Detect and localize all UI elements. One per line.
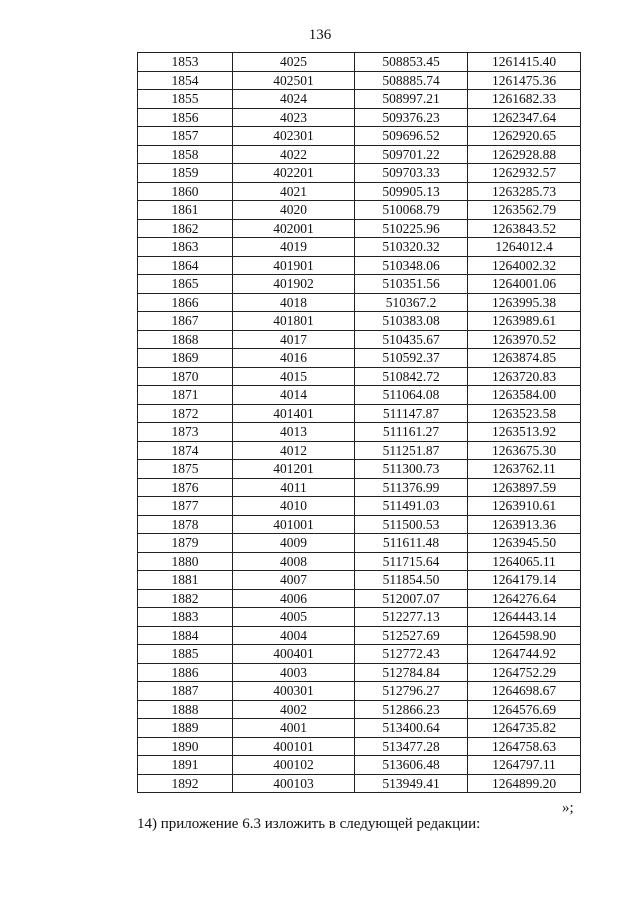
- point-number-cell: 1884: [138, 626, 233, 645]
- point-id-cell: 4004: [233, 626, 355, 645]
- x-coordinate-cell: 508997.21: [355, 90, 468, 109]
- y-coordinate-cell: 1263945.50: [468, 534, 581, 553]
- x-coordinate-cell: 511300.73: [355, 460, 468, 479]
- x-coordinate-cell: 512007.07: [355, 589, 468, 608]
- point-number-cell: 1875: [138, 460, 233, 479]
- point-id-cell: 4021: [233, 182, 355, 201]
- x-coordinate-cell: 510435.67: [355, 330, 468, 349]
- point-number-cell: 1873: [138, 423, 233, 442]
- table-row: [138, 700, 581, 719]
- point-number-cell: 1863: [138, 238, 233, 257]
- y-coordinate-cell: 1264179.14: [468, 571, 581, 590]
- y-coordinate-cell: 1264012.4: [468, 238, 581, 257]
- x-coordinate-cell: 510320.32: [355, 238, 468, 257]
- point-id-cell: 4017: [233, 330, 355, 349]
- table-row: [138, 478, 581, 497]
- x-coordinate-cell: 508885.74: [355, 71, 468, 90]
- y-coordinate-cell: 1263897.59: [468, 478, 581, 497]
- table-row: [138, 71, 581, 90]
- point-number-cell: 1874: [138, 441, 233, 460]
- y-coordinate-cell: 1264698.67: [468, 682, 581, 701]
- y-coordinate-cell: 1263970.52: [468, 330, 581, 349]
- y-coordinate-cell: 1263989.61: [468, 312, 581, 331]
- point-id-cell: 400301: [233, 682, 355, 701]
- point-id-cell: 4014: [233, 386, 355, 405]
- point-id-cell: 4018: [233, 293, 355, 312]
- point-id-cell: 402001: [233, 219, 355, 238]
- y-coordinate-cell: 1264758.63: [468, 737, 581, 756]
- x-coordinate-cell: 510068.79: [355, 201, 468, 220]
- table-row: [138, 423, 581, 442]
- y-coordinate-cell: 1264735.82: [468, 719, 581, 738]
- table-row: [138, 127, 581, 146]
- point-number-cell: 1865: [138, 275, 233, 294]
- point-number-cell: 1862: [138, 219, 233, 238]
- table-row: [138, 312, 581, 331]
- y-coordinate-cell: 1263913.36: [468, 515, 581, 534]
- x-coordinate-cell: 509905.13: [355, 182, 468, 201]
- table-row: [138, 293, 581, 312]
- table-row: [138, 53, 581, 72]
- x-coordinate-cell: 511715.64: [355, 552, 468, 571]
- table-row: [138, 256, 581, 275]
- closing-quote: »;: [562, 800, 574, 816]
- y-coordinate-cell: 1263762.11: [468, 460, 581, 479]
- y-coordinate-cell: 1262920.65: [468, 127, 581, 146]
- point-number-cell: 1883: [138, 608, 233, 627]
- table-row: [138, 386, 581, 405]
- point-id-cell: 4005: [233, 608, 355, 627]
- y-coordinate-cell: 1261682.33: [468, 90, 581, 109]
- point-id-cell: 4001: [233, 719, 355, 738]
- table-row: [138, 108, 581, 127]
- y-coordinate-cell: 1263513.92: [468, 423, 581, 442]
- point-number-cell: 1879: [138, 534, 233, 553]
- point-number-cell: 1860: [138, 182, 233, 201]
- point-id-cell: 4006: [233, 589, 355, 608]
- table-row: [138, 589, 581, 608]
- table-row: [138, 330, 581, 349]
- y-coordinate-cell: 1264752.29: [468, 663, 581, 682]
- table-row: [138, 515, 581, 534]
- table-row: [138, 682, 581, 701]
- x-coordinate-cell: 510383.08: [355, 312, 468, 331]
- x-coordinate-cell: 510348.06: [355, 256, 468, 275]
- point-id-cell: 400102: [233, 756, 355, 775]
- coordinates-table: [137, 52, 581, 793]
- point-id-cell: 4007: [233, 571, 355, 590]
- x-coordinate-cell: 510842.72: [355, 367, 468, 386]
- y-coordinate-cell: 1264576.69: [468, 700, 581, 719]
- point-number-cell: 1868: [138, 330, 233, 349]
- y-coordinate-cell: 1262928.88: [468, 145, 581, 164]
- point-id-cell: 400103: [233, 774, 355, 793]
- point-number-cell: 1871: [138, 386, 233, 405]
- point-number-cell: 1856: [138, 108, 233, 127]
- table-row: [138, 608, 581, 627]
- point-number-cell: 1867: [138, 312, 233, 331]
- point-id-cell: 4002: [233, 700, 355, 719]
- y-coordinate-cell: 1264598.90: [468, 626, 581, 645]
- point-number-cell: 1876: [138, 478, 233, 497]
- instruction-text: 14) приложение 6.3 изложить в следующей редакции:: [137, 816, 481, 832]
- point-id-cell: 4020: [233, 201, 355, 220]
- table-row: [138, 182, 581, 201]
- y-coordinate-cell: 1262347.64: [468, 108, 581, 127]
- point-number-cell: 1869: [138, 349, 233, 368]
- point-number-cell: 1872: [138, 404, 233, 423]
- y-coordinate-cell: 1263285.73: [468, 182, 581, 201]
- point-number-cell: 1887: [138, 682, 233, 701]
- x-coordinate-cell: 510351.56: [355, 275, 468, 294]
- x-coordinate-cell: 511251.87: [355, 441, 468, 460]
- x-coordinate-cell: 513400.64: [355, 719, 468, 738]
- point-id-cell: 401801: [233, 312, 355, 331]
- point-id-cell: 4009: [233, 534, 355, 553]
- point-id-cell: 4024: [233, 90, 355, 109]
- y-coordinate-cell: 1263584.00: [468, 386, 581, 405]
- x-coordinate-cell: 510225.96: [355, 219, 468, 238]
- x-coordinate-cell: 511064.08: [355, 386, 468, 405]
- table-row: [138, 719, 581, 738]
- point-number-cell: 1857: [138, 127, 233, 146]
- point-id-cell: 400401: [233, 645, 355, 664]
- point-number-cell: 1881: [138, 571, 233, 590]
- point-number-cell: 1892: [138, 774, 233, 793]
- table-row: [138, 552, 581, 571]
- x-coordinate-cell: 511611.48: [355, 534, 468, 553]
- point-number-cell: 1866: [138, 293, 233, 312]
- table-row: [138, 756, 581, 775]
- point-number-cell: 1877: [138, 497, 233, 516]
- point-id-cell: 402201: [233, 164, 355, 183]
- x-coordinate-cell: 513606.48: [355, 756, 468, 775]
- y-coordinate-cell: 1264001.06: [468, 275, 581, 294]
- point-id-cell: 4003: [233, 663, 355, 682]
- point-number-cell: 1859: [138, 164, 233, 183]
- point-id-cell: 4023: [233, 108, 355, 127]
- y-coordinate-cell: 1263562.79: [468, 201, 581, 220]
- y-coordinate-cell: 1264276.64: [468, 589, 581, 608]
- point-number-cell: 1889: [138, 719, 233, 738]
- x-coordinate-cell: 509696.52: [355, 127, 468, 146]
- point-id-cell: 4011: [233, 478, 355, 497]
- point-id-cell: 401201: [233, 460, 355, 479]
- y-coordinate-cell: 1263995.38: [468, 293, 581, 312]
- table-row: [138, 626, 581, 645]
- point-number-cell: 1880: [138, 552, 233, 571]
- x-coordinate-cell: 510592.37: [355, 349, 468, 368]
- x-coordinate-cell: 510367.2: [355, 293, 468, 312]
- point-number-cell: 1878: [138, 515, 233, 534]
- point-id-cell: 4025: [233, 53, 355, 72]
- point-id-cell: 4019: [233, 238, 355, 257]
- table-row: [138, 201, 581, 220]
- point-number-cell: 1885: [138, 645, 233, 664]
- point-id-cell: 402501: [233, 71, 355, 90]
- x-coordinate-cell: 512772.43: [355, 645, 468, 664]
- x-coordinate-cell: 511147.87: [355, 404, 468, 423]
- table-row: [138, 460, 581, 479]
- y-coordinate-cell: 1263874.85: [468, 349, 581, 368]
- point-id-cell: 4015: [233, 367, 355, 386]
- point-number-cell: 1890: [138, 737, 233, 756]
- x-coordinate-cell: 513477.28: [355, 737, 468, 756]
- table-row: [138, 90, 581, 109]
- x-coordinate-cell: 509703.33: [355, 164, 468, 183]
- point-id-cell: 4010: [233, 497, 355, 516]
- y-coordinate-cell: 1263910.61: [468, 497, 581, 516]
- point-number-cell: 1864: [138, 256, 233, 275]
- point-id-cell: 401902: [233, 275, 355, 294]
- table-row: [138, 219, 581, 238]
- point-id-cell: 402301: [233, 127, 355, 146]
- x-coordinate-cell: 512277.13: [355, 608, 468, 627]
- point-id-cell: 4008: [233, 552, 355, 571]
- y-coordinate-cell: 1264065.11: [468, 552, 581, 571]
- point-id-cell: 401001: [233, 515, 355, 534]
- y-coordinate-cell: 1264002.32: [468, 256, 581, 275]
- x-coordinate-cell: 511161.27: [355, 423, 468, 442]
- point-number-cell: 1886: [138, 663, 233, 682]
- table-row: [138, 367, 581, 386]
- table-row: [138, 404, 581, 423]
- x-coordinate-cell: 509701.22: [355, 145, 468, 164]
- x-coordinate-cell: 513949.41: [355, 774, 468, 793]
- y-coordinate-cell: 1263720.83: [468, 367, 581, 386]
- point-id-cell: 4013: [233, 423, 355, 442]
- x-coordinate-cell: 512784.84: [355, 663, 468, 682]
- table-row: [138, 497, 581, 516]
- table-row: [138, 145, 581, 164]
- table-row: [138, 441, 581, 460]
- y-coordinate-cell: 1262932.57: [468, 164, 581, 183]
- x-coordinate-cell: 512866.23: [355, 700, 468, 719]
- table-row: [138, 571, 581, 590]
- point-id-cell: 4012: [233, 441, 355, 460]
- table-row: [138, 349, 581, 368]
- point-number-cell: 1870: [138, 367, 233, 386]
- x-coordinate-cell: 509376.23: [355, 108, 468, 127]
- point-id-cell: 400101: [233, 737, 355, 756]
- point-number-cell: 1888: [138, 700, 233, 719]
- y-coordinate-cell: 1263843.52: [468, 219, 581, 238]
- x-coordinate-cell: 511491.03: [355, 497, 468, 516]
- point-id-cell: 4022: [233, 145, 355, 164]
- page-number: 136: [308, 27, 332, 43]
- point-number-cell: 1853: [138, 53, 233, 72]
- point-number-cell: 1854: [138, 71, 233, 90]
- table-row: [138, 774, 581, 793]
- y-coordinate-cell: 1264797.11: [468, 756, 581, 775]
- y-coordinate-cell: 1263523.58: [468, 404, 581, 423]
- point-id-cell: 401401: [233, 404, 355, 423]
- x-coordinate-cell: 512796.27: [355, 682, 468, 701]
- table-row: [138, 663, 581, 682]
- x-coordinate-cell: 512527.69: [355, 626, 468, 645]
- y-coordinate-cell: 1264443.14: [468, 608, 581, 627]
- point-number-cell: 1882: [138, 589, 233, 608]
- table-row: [138, 645, 581, 664]
- y-coordinate-cell: 1264744.92: [468, 645, 581, 664]
- table-row: [138, 164, 581, 183]
- y-coordinate-cell: 1261415.40: [468, 53, 581, 72]
- y-coordinate-cell: 1264899.20: [468, 774, 581, 793]
- x-coordinate-cell: 508853.45: [355, 53, 468, 72]
- point-number-cell: 1858: [138, 145, 233, 164]
- x-coordinate-cell: 511500.53: [355, 515, 468, 534]
- coordinates-table-body: [138, 53, 581, 793]
- point-number-cell: 1861: [138, 201, 233, 220]
- x-coordinate-cell: 511376.99: [355, 478, 468, 497]
- x-coordinate-cell: 511854.50: [355, 571, 468, 590]
- point-id-cell: 401901: [233, 256, 355, 275]
- y-coordinate-cell: 1261475.36: [468, 71, 581, 90]
- y-coordinate-cell: 1263675.30: [468, 441, 581, 460]
- point-id-cell: 4016: [233, 349, 355, 368]
- table-row: [138, 737, 581, 756]
- table-row: [138, 275, 581, 294]
- point-number-cell: 1891: [138, 756, 233, 775]
- table-row: [138, 238, 581, 257]
- point-number-cell: 1855: [138, 90, 233, 109]
- table-row: [138, 534, 581, 553]
